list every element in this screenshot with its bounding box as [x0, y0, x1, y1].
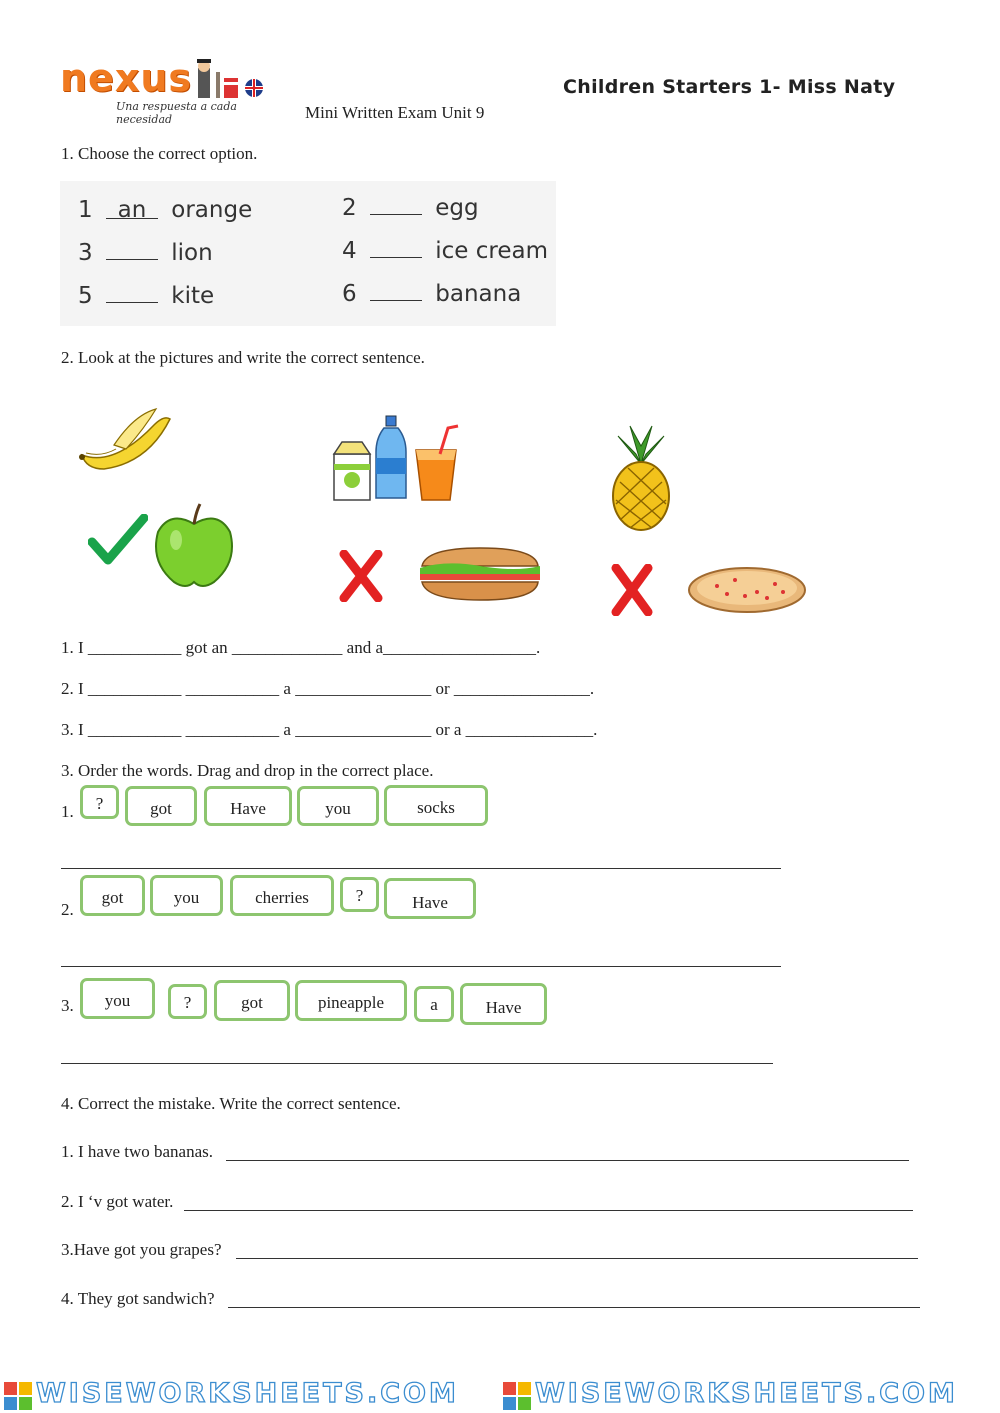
- q1-item-word: ice cream: [435, 238, 549, 264]
- watermark-footer: [0, 1374, 1000, 1413]
- word-chip[interactable]: pineapple: [295, 980, 407, 1021]
- q1-item-5: [78, 283, 214, 309]
- q4-answer-line-2[interactable]: [184, 1210, 913, 1211]
- word-chip[interactable]: Have: [204, 786, 292, 826]
- word-chip[interactable]: got: [80, 875, 145, 916]
- q1-item-num: 6: [342, 281, 357, 307]
- q1-instruction: 1. Choose the correct option.: [61, 144, 258, 163]
- watermark-logo-icon: [4, 1382, 32, 1410]
- q4-item-2: 2. I ‘v got water.: [61, 1192, 174, 1211]
- word-chip[interactable]: Have: [460, 983, 547, 1025]
- word-chip[interactable]: you: [150, 875, 223, 916]
- q2-sentence-1[interactable]: 1. I ___________ got an _____________ and a__________________.: [61, 638, 541, 657]
- q1-item-2: [342, 195, 479, 221]
- q4-instruction: 4. Correct the mistake. Write the correct sentence.: [61, 1094, 401, 1113]
- pizza-icon: [687, 562, 807, 614]
- class-title: Children Starters 1- Miss Naty: [563, 76, 896, 98]
- q1-answer-blank[interactable]: [106, 241, 158, 260]
- cross-icon-1: [338, 550, 384, 602]
- q1-item-3: [78, 240, 213, 266]
- word-chip[interactable]: cherries: [230, 875, 334, 916]
- watermark-text: WISEWORKSHEETS.COM: [535, 1378, 958, 1409]
- word-chip[interactable]: ?: [168, 984, 207, 1019]
- sandwich-icon: [416, 544, 544, 602]
- q4-answer-line-4[interactable]: [228, 1307, 920, 1308]
- q3-row-3-num: 3.: [61, 996, 74, 1015]
- q1-item-num: 1: [78, 197, 93, 223]
- word-chip[interactable]: you: [80, 978, 155, 1019]
- watermark-logo-icon: [503, 1382, 531, 1410]
- nexus-logo: [60, 56, 270, 126]
- q4-answer-line-3[interactable]: [236, 1258, 918, 1259]
- word-chip[interactable]: a: [414, 986, 454, 1022]
- q3-row-1-num: 1.: [61, 802, 74, 821]
- pineapple-icon: [610, 424, 672, 532]
- q1-item-4: [342, 238, 548, 264]
- q2-instruction: 2. Look at the pictures and write the correct sentence.: [61, 348, 425, 367]
- q1-item-word: banana: [435, 281, 522, 307]
- word-chip[interactable]: Have: [384, 878, 476, 919]
- q1-answer-blank[interactable]: [370, 239, 422, 258]
- word-chip[interactable]: ?: [80, 785, 119, 819]
- watermark-text: WISEWORKSHEETS.COM: [36, 1378, 459, 1409]
- cross-icon-2: [610, 564, 654, 616]
- q1-item-word: orange: [171, 197, 253, 223]
- word-chip[interactable]: socks: [384, 785, 488, 826]
- word-chip[interactable]: ?: [340, 877, 379, 912]
- drinks-icon: [332, 414, 464, 504]
- q1-item-word: egg: [435, 195, 479, 221]
- q1-item-word: lion: [171, 240, 213, 266]
- check-icon: [88, 514, 148, 566]
- banana-icon: [74, 405, 176, 475]
- q1-item-6: [342, 281, 521, 307]
- q1-item-num: 4: [342, 238, 357, 264]
- q3-row-2-num: 2.: [61, 900, 74, 919]
- q4-answer-line-1[interactable]: [226, 1160, 909, 1161]
- q1-answer-blank[interactable]: [106, 284, 158, 303]
- q2-sentence-2[interactable]: 2. I ___________ ___________ a ________________ or ________________.: [61, 679, 595, 698]
- q4-item-4: 4. They got sandwich?: [61, 1289, 215, 1308]
- q1-item-1: [78, 197, 252, 223]
- logo-text: nexus: [60, 56, 193, 100]
- word-chip[interactable]: got: [214, 980, 290, 1021]
- q1-answer-blank[interactable]: [370, 282, 422, 301]
- q1-answer-blank[interactable]: an: [106, 200, 158, 219]
- q3-answer-line-1[interactable]: [61, 868, 781, 869]
- q2-sentence-3[interactable]: 3. I ___________ ___________ a ________________ or a _______________.: [61, 720, 598, 739]
- q3-answer-line-2[interactable]: [61, 966, 781, 967]
- q1-answer-blank[interactable]: [370, 196, 422, 215]
- q1-exercise-box: [60, 181, 556, 326]
- q1-item-num: 5: [78, 283, 93, 309]
- q1-item-num: 3: [78, 240, 93, 266]
- word-chip[interactable]: got: [125, 786, 197, 826]
- apple-icon: [150, 502, 238, 588]
- q4-item-1: 1. I have two bananas.: [61, 1142, 214, 1161]
- q4-item-3: 3.Have got you grapes?: [61, 1240, 222, 1259]
- q1-item-word: kite: [171, 283, 215, 309]
- exam-title: Mini Written Exam Unit 9: [305, 103, 485, 122]
- logo-graphic-icon: [188, 58, 270, 106]
- word-chip[interactable]: you: [297, 786, 379, 826]
- q3-answer-line-3[interactable]: [61, 1063, 773, 1064]
- logo-tagline: Una respuesta a cada necesidad: [116, 100, 237, 126]
- q3-instruction: 3. Order the words. Drag and drop in the correct place.: [61, 761, 434, 780]
- q1-item-num: 2: [342, 195, 357, 221]
